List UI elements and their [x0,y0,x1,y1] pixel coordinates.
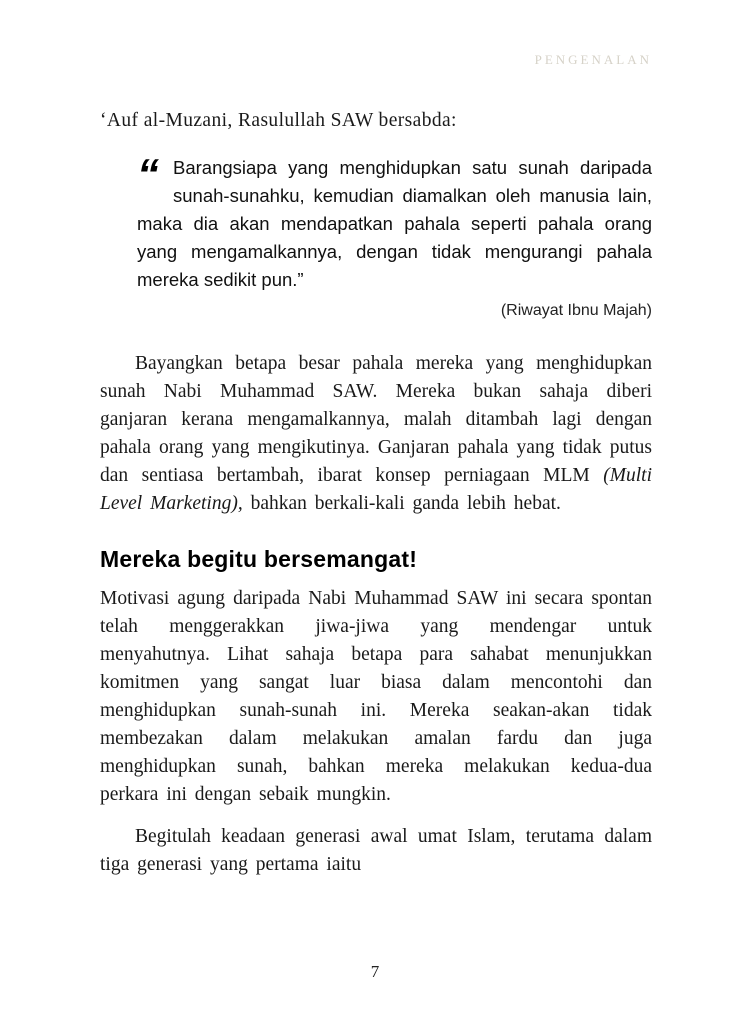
quote-mark-box [137,150,173,206]
page-content [100,52,652,893]
intro-line: ‘Auf al-Muzani, Rasulullah SAW bersabda: [100,110,457,131]
paragraph-1-italic: (Multi Level Marketing), [100,465,652,514]
quote-text: Barangsiapa yang menghidupkan satu sunah daripada sunah-sunahku, kemudian diamalkan oleh manusia lain, maka dia akan mendapatkan pahala seperti pahala orang yang mengamalkannya, dengan tidak mengurangi pahala mereka sedikit pun.” [137,157,652,290]
paragraph-1-tail: bahkan berkali-kali ganda lebih hebat. [242,493,561,514]
running-header: PENGENALAN [534,52,652,67]
quote-block [137,150,652,294]
page-number: 7 [370,962,380,981]
paragraph-1 [100,350,652,518]
quote-mark-icon: “ [137,150,159,199]
section-heading: Mereka begitu bersemangat! [100,546,418,572]
paragraph-2: Motivasi agung daripada Nabi Muhammad SAW ini secara spontan telah menggerakkan jiwa-jiwa yang mendengar untuk menyahutnya. Lihat sahaja betapa para sahabat menunjukkan komitmen yang sangat luar biasa dalam mencontohi dan menghidupkan sunah-sunah ini. Mereka seakan-akan tidak membezakan dalam melakukan amalan fardu dan juga menghidupkan sunah, bahkan mereka melakukan kedua-dua perkara ini dengan sebaik mungkin. [100,588,652,805]
paragraph-3: Begitulah keadaan generasi awal umat Islam, terutama dalam tiga generasi yang pertama iaitu [100,826,652,875]
quote-attribution: (Riwayat Ibnu Majah) [500,302,652,319]
paragraph-1-text: Bayangkan betapa besar pahala mereka yang menghidupkan sunah Nabi Muhammad SAW. Mereka bukan sahaja diberi ganjaran kerana mengamalkannya, malah ditambah lagi dengan pahala orang yang mengikutinya. Ganjaran pahala yang tidak putus dan sentiasa bertambah, ibarat konsep perniagaan MLM [100,353,652,486]
